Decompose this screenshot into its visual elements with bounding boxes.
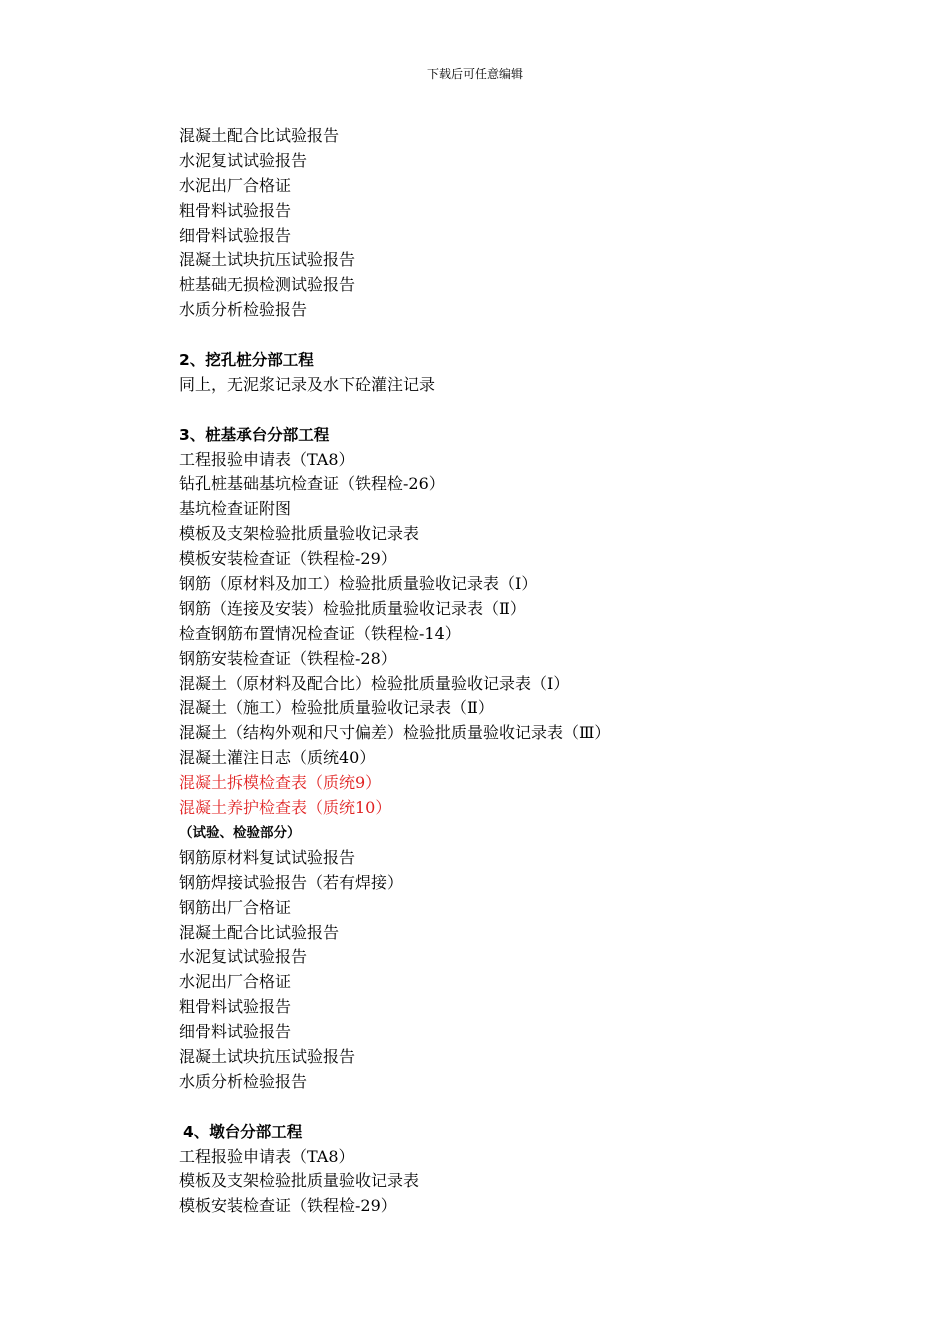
document-line: 混凝土试块抗压试验报告	[179, 1046, 356, 1066]
document-line: 水泥复试试验报告	[179, 947, 308, 967]
document-line: 钢筋原材料复试试验报告	[179, 847, 356, 867]
document-line: 混凝土灌注日志（质统40）	[179, 748, 376, 768]
document-line: 钢筋安装检查证（铁程检-28）	[179, 648, 397, 668]
document-line: 细骨料试验报告	[179, 225, 292, 245]
highlighted-line: 混凝土养护检查表（质统10）	[179, 798, 392, 818]
document-line: 混凝土配合比试验报告	[179, 126, 340, 145]
document-line: 混凝土试块抗压试验报告	[179, 250, 356, 270]
section-heading: 3、桩基承台分部工程	[179, 425, 330, 444]
document-line: 工程报验申请表（TA8）	[179, 449, 355, 469]
document-line: 水泥出厂合格证	[179, 175, 292, 195]
document-line: 同上，无泥浆记录及水下砼灌注记录	[179, 374, 436, 394]
document-line: 基坑检查证附图	[179, 499, 292, 519]
document-line: 混凝土（结构外观和尺寸偏差）检验批质量验收记录表（Ⅲ）	[179, 723, 611, 743]
document-line: 钻孔桩基础基坑检查证（铁程检-26）	[179, 474, 445, 494]
document-line: 模板安装检查证（铁程检-29）	[179, 1196, 397, 1216]
document-line: 钢筋焊接试验报告（若有焊接）	[179, 872, 404, 892]
blank-line	[179, 398, 879, 423]
document-line: 钢筋出厂合格证	[179, 897, 292, 917]
document-line: 粗骨料试验报告	[179, 200, 292, 220]
document-line: 模板及支架检验批质量验收记录表	[179, 524, 420, 544]
document-line: 模板及支架检验批质量验收记录表	[179, 1171, 420, 1191]
document-line: 水质分析检验报告	[179, 300, 308, 320]
document-line: 钢筋（原材料及加工）检验批质量验收记录表（Ⅰ）	[179, 574, 538, 594]
document-line: 工程报验申请表（TA8）	[179, 1146, 355, 1166]
subsection-heading: （试验、检验部分）	[179, 824, 301, 841]
section-heading: 4、墩台分部工程	[183, 1122, 303, 1141]
highlighted-line: 混凝土拆模检查表（质统9）	[179, 773, 382, 793]
document-line: 水泥出厂合格证	[179, 972, 292, 992]
document-line: 混凝土（原材料及配合比）检验批质量验收记录表（Ⅰ）	[179, 673, 570, 693]
page-header: 下载后可任意编辑	[426, 67, 523, 81]
blank-line	[179, 323, 879, 348]
document-line: 水质分析检验报告	[179, 1071, 308, 1091]
section-heading: 2、挖孔桩分部工程	[179, 351, 314, 370]
document-line: 检查钢筋布置情况检查证（铁程检-14）	[179, 623, 461, 643]
document-body	[179, 124, 879, 1219]
document-line: 混凝土配合比试验报告	[179, 922, 340, 942]
document-line: 模板安装检查证（铁程检-29）	[179, 549, 397, 569]
document-line: 细骨料试验报告	[179, 1022, 292, 1042]
document-line: 桩基础无损检测试验报告	[179, 275, 356, 295]
blank-line	[179, 1095, 879, 1120]
document-line: 粗骨料试验报告	[179, 997, 292, 1017]
document-line: 混凝土（施工）检验批质量验收记录表（Ⅱ）	[179, 698, 494, 718]
document-line: 钢筋（连接及安装）检验批质量验收记录表（Ⅱ）	[179, 598, 526, 618]
document-line: 水泥复试试验报告	[179, 150, 308, 170]
